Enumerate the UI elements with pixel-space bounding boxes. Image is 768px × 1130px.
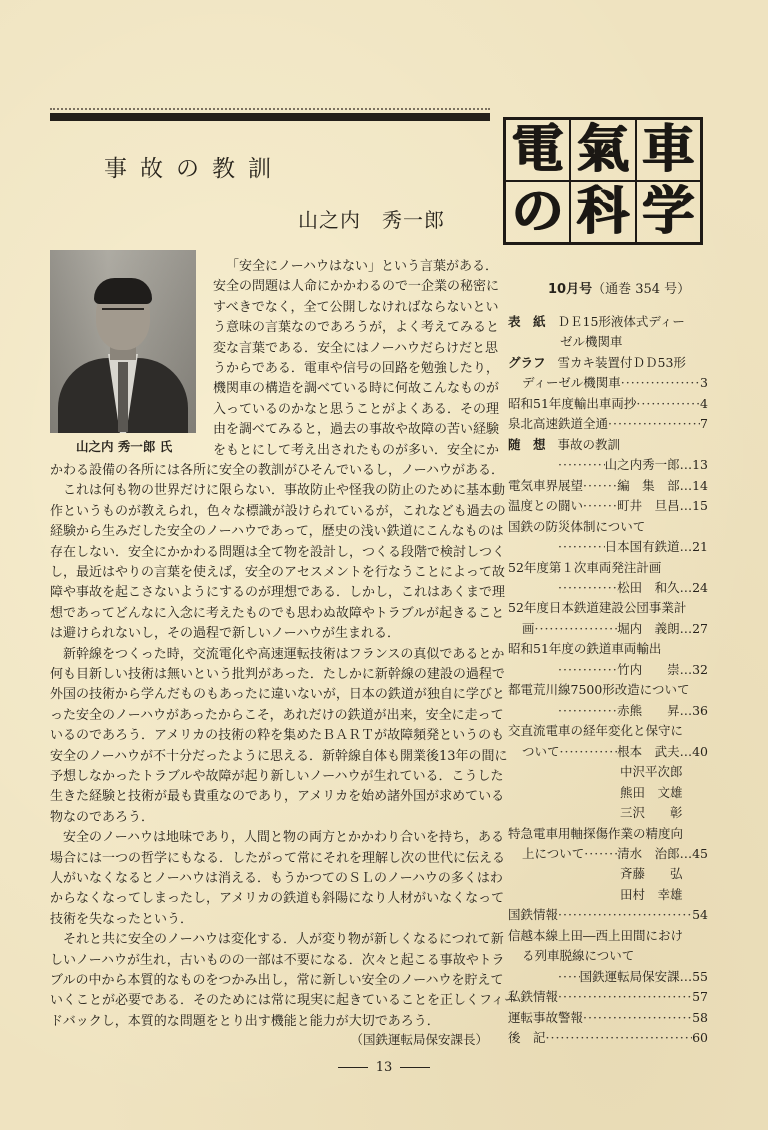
toc-page: 7 (700, 416, 708, 432)
body-line: からなくなってしまったし，アメリカの鉄道も斜陽になり人材がいなくなって (50, 891, 505, 907)
body-line: った安全のノーハウがあったからこそ，あれだけの鉄道が出来，安全に走って (50, 707, 504, 723)
author-affiliation: （国鉄運転局保安課長） (350, 1032, 488, 1047)
toc-page: 55 (692, 968, 708, 984)
toc-title: 画 (522, 620, 535, 636)
body-line: すべきでなく，全て公開しなければならないとい (213, 299, 499, 315)
dot-leader: … (679, 661, 693, 677)
photo-caption: 山之内 秀一郎 氏 (76, 439, 173, 454)
toc-page: 57 (692, 989, 708, 1005)
toc-entry (508, 926, 708, 946)
body-line: 由を調べてみると，過去の事故や故障の苦い経験 (213, 422, 500, 438)
dot-leader (558, 537, 605, 557)
toc-entry (508, 414, 708, 434)
toc-category: グラフ (508, 354, 546, 370)
body-line: 想であってどんなに入念に考えたものでも思わぬ故障やトラブルが起きること (50, 605, 505, 621)
body-line: ブルの中から本質的なものをつかみ出し，常に新しい安全のノーハウを貯えて (50, 973, 504, 988)
body-line: 安全の問題は人命にかかわるので一企業の秘密に (213, 279, 500, 295)
dot-leader: … (679, 743, 693, 759)
body-line: 場合には一つの哲学にもなる．したがって常にそれを理解し次の世代に伝える (50, 850, 506, 866)
body-line: ドバックし，本質的な問題をとり出す機能と能力が大切であろう． (50, 1013, 440, 1029)
toc-title: 後 記 (508, 1030, 546, 1046)
toc-entry (508, 537, 708, 557)
issue-volume: （通巻 354 号） (592, 282, 691, 297)
dot-leader (621, 373, 700, 393)
toc-author: 根本 武夫 (617, 743, 680, 759)
issue-month: 10月号 (548, 282, 593, 297)
dot-leader: … (679, 539, 693, 555)
dot-leader (583, 476, 617, 496)
body-line: 人がいなくなるとノーハウは消える．もうかつてのＳＬのノーハウの多くはわ (50, 871, 503, 886)
toc-author: 清水 治郎 (617, 845, 680, 861)
dot-leader (583, 1008, 692, 1028)
dot-leader: … (679, 477, 693, 493)
toc-entry (508, 864, 708, 884)
dot-leader (558, 905, 692, 925)
logo-char: 車 (636, 119, 701, 181)
toc-entry (508, 578, 708, 598)
toc-title: 信越本線上田―西上田間におけ (508, 927, 684, 943)
toc-entry (508, 312, 708, 332)
dot-leader: … (679, 702, 693, 718)
toc-page: 32 (692, 661, 708, 677)
toc-coauthor: 中沢平次郎 (620, 764, 683, 780)
toc-entry (508, 476, 708, 496)
toc-title: ディーゼル機関車 (522, 375, 621, 391)
toc-author: 赤熊 昇 (617, 702, 680, 718)
body-line: 存在しない．安全にかかわる問題は全て物を設計し，つくる段階で検討しつく (50, 544, 506, 560)
body-line: いくことが必要である．そのためには常に現実に起きていることを正しくフィー (50, 993, 517, 1009)
toc-title: 国鉄情報 (508, 907, 559, 923)
body-line: これは何も物の世界だけに限らない．事故防止や怪我の防止のために基本動 (63, 483, 506, 499)
toc-entry (508, 987, 708, 1007)
toc-coauthor: 田村 幸雄 (620, 886, 683, 902)
toc-entry (508, 598, 708, 618)
toc-page: 54 (692, 907, 708, 923)
toc-category: 随 想 (508, 436, 546, 452)
body-line: いるのであろう．アメリカの技術の粋を集めたＢＡＲＴが故障頻発というのも (50, 728, 505, 744)
magazine-logo (503, 117, 703, 245)
dot-leader (558, 967, 580, 987)
toc-page: 58 (692, 1009, 708, 1025)
dot-leader: … (679, 968, 693, 984)
dot-leader: … (679, 457, 693, 473)
toc-author: 日本国有鉄道 (604, 539, 680, 555)
dot-leader (583, 496, 617, 516)
body-line: 機関車の構造を調べている時に何故こんなものが (213, 381, 500, 397)
toc-page: 3 (700, 375, 708, 391)
toc-title: る列車脱線について (522, 948, 635, 964)
toc-entry (508, 619, 708, 639)
dot-leader (558, 701, 617, 721)
toc-entry (508, 844, 708, 864)
toc-entry (508, 332, 708, 352)
body-line: 経験から生みだした安全のノーハウであって，歴史の浅い鉄道にこんなものは (50, 524, 504, 540)
body-line: 変な言葉である．安全にはノーハウだらけだと思 (213, 340, 498, 356)
logo-char: 科 (570, 181, 635, 243)
logo-char: の (505, 181, 570, 243)
toc-author: 松田 和久 (617, 579, 680, 595)
toc-entry (508, 1028, 708, 1048)
body-line: 生きた経験と技術が最も貴重なのであり，アメリカを始め諸外国が求めている (50, 789, 505, 805)
toc-title: 私鉄情報 (508, 989, 559, 1005)
toc-entry (508, 905, 708, 925)
body-line: 何も目新しい技術は無いという批判があった．たしかに新幹線の建設の過程で (50, 667, 505, 682)
body-line: 安全のノーハウが不十分だったように思える．新幹線自体も開業後13年の間に (50, 748, 508, 764)
header-rule (50, 113, 490, 121)
dot-leader (608, 414, 700, 434)
dot-leader: … (679, 498, 693, 514)
toc-title: 国鉄の防災体制について (508, 518, 646, 534)
toc-entry (508, 558, 708, 578)
page-number (0, 1060, 768, 1075)
toc-entry (508, 373, 708, 393)
body-line: 外国の技術から学んだものもあったに違いないが，日本の鉄道が独自に学びと (50, 687, 505, 703)
body-line: 入っているのかなと思うことがよくある．その理 (213, 401, 500, 417)
toc-category: 表 紙 (508, 314, 546, 329)
toc-title: 昭和51年度輸出車両抄 (508, 395, 637, 411)
toc-entry (508, 1008, 708, 1028)
body-line: かわる設備の各所には各所に安全の教訓がひそんでいるし，ノーハウがある． (50, 463, 504, 478)
toc-page: 27 (692, 620, 708, 636)
toc-entry (508, 967, 708, 987)
toc-entry (508, 680, 708, 700)
toc-entry (508, 783, 708, 803)
toc-author: 国鉄運転局保安課 (579, 968, 680, 984)
toc-page: 13 (692, 457, 708, 473)
toc-page: 14 (692, 477, 708, 493)
dot-leader (558, 578, 617, 598)
toc-entry (508, 762, 708, 782)
toc-entry (508, 496, 708, 516)
body-line: 障や事故を起こさないようにするのが理想である．しかし，これはあくまで理 (50, 585, 506, 601)
toc-page: 45 (692, 845, 708, 861)
toc-title: 上について (522, 845, 585, 861)
toc-title: ゼル機関車 (560, 334, 623, 350)
toc-title: 特急電車用軸探傷作業の精度向 (508, 825, 684, 841)
dot-leader: … (679, 845, 693, 861)
toc-title: ＤＥ15形液体式ディー (557, 314, 685, 329)
toc-page: 15 (692, 498, 708, 514)
body-line: 安全のノーハウは地味であり，人間と物の両方とかかわり合いを持ち，ある (63, 830, 504, 846)
toc-title: 事故の教訓 (557, 436, 621, 452)
toc-entry (508, 394, 708, 414)
dot-leader (558, 455, 605, 475)
toc-entry (508, 517, 708, 537)
toc-coauthor: 斉藤 弘 (620, 866, 683, 882)
issue-label (548, 278, 690, 297)
dot-leader (558, 987, 692, 1007)
toc-entry (508, 455, 708, 475)
logo-char: 氣 (570, 119, 635, 181)
toc-entry (508, 824, 708, 844)
toc-entry (508, 742, 708, 762)
toc-title: 交直流電車の経年変化と保守に (508, 723, 684, 739)
toc-title: 52年度日本鉄道建設公団事業計 (508, 600, 687, 616)
toc-title: 泉北高速鉄道全通 (508, 416, 609, 432)
body-line: 物なのであろう． (50, 809, 155, 825)
toc-entry (508, 885, 708, 905)
toc-author: 堀内 義朗 (617, 620, 680, 636)
dot-leader (636, 394, 700, 414)
body-line: 新幹線をつくった時，交流電化や高速運転技術はフランスの真似であるとか (63, 646, 505, 662)
dot-leader: … (679, 620, 693, 636)
toc-entry (508, 660, 708, 680)
body-line: し，最近はやりの言葉を使えば，安全のアセスメントを行なうことによって故 (50, 565, 505, 580)
body-line: 作というものが教えられ，色々な標識が設けられているが，これなども過去の (50, 503, 506, 519)
body-line: う意味の言葉なのであろうが，よく考えてみると (213, 320, 500, 336)
dot-leader (560, 742, 618, 762)
toc-coauthor: 三沢 彰 (620, 805, 683, 821)
logo-char: 学 (636, 181, 701, 243)
toc-author: 町井 旦昌 (617, 498, 680, 514)
toc-title: 雪カキ装置付ＤＤ53形 (557, 354, 686, 370)
body-line: 技術を失なったという． (50, 911, 194, 927)
article-title: 事故の教訓 (104, 156, 284, 182)
toc-author: 竹内 崇 (617, 661, 680, 677)
toc-entry (508, 353, 708, 373)
body-line: それと共に安全のノーハウは変化する．人が変り物が新しくなるにつれて新 (63, 932, 504, 948)
toc-title: 昭和51年度の鉄道車両輸出 (508, 641, 662, 657)
toc-page: 24 (692, 579, 708, 595)
toc-page: 36 (692, 702, 708, 718)
toc-entry (508, 435, 708, 455)
toc-entry (508, 701, 708, 721)
body-line: 「安全にノーハウはない」という言葉がある． (226, 259, 498, 274)
logo-char: 電 (505, 119, 570, 181)
dot-leader (546, 1028, 693, 1048)
toc-title: 都電荒川線7500形改造について (508, 682, 690, 698)
toc-page: 4 (700, 395, 708, 411)
author-photo (50, 250, 196, 433)
header-dotted-rule (50, 108, 490, 112)
toc-entry (508, 946, 708, 966)
toc-author: 編 集 部 (617, 477, 680, 493)
page-number-value: 13 (375, 1060, 393, 1075)
toc-title: 電気車界展望 (508, 477, 584, 493)
dot-leader (584, 844, 617, 864)
body-line: しいノーハウが生れ，古いものの一部は不要になる．次々と起こる事故やトラ (50, 952, 505, 968)
toc-title: 運転事故警報 (508, 1009, 584, 1025)
dot-leader (558, 660, 617, 680)
toc-page: 40 (692, 743, 708, 759)
toc-title: 温度との闘い (508, 498, 584, 514)
toc-coauthor: 熊田 文雄 (620, 784, 683, 800)
toc-title: ついて (522, 743, 560, 759)
dot-leader: … (679, 579, 693, 595)
body-line: をもとにして考え出されたものが多い．安全にか (213, 442, 500, 458)
toc-entry (508, 721, 708, 741)
toc-title: 52年度第１次車両発注計画 (508, 559, 662, 575)
toc-entry (508, 639, 708, 659)
toc-entry (508, 803, 708, 823)
body-line: うからである．電車や信号の回路を勉強したり， (213, 361, 499, 376)
dot-leader (535, 619, 618, 639)
toc-page: 21 (692, 539, 708, 555)
toc-page: 60 (692, 1030, 708, 1046)
article-author: 山之内 秀一郎 (298, 208, 445, 232)
toc-author: 山之内秀一郎 (604, 457, 680, 473)
body-line: 予想しなかったトラブルや故障が起り新しいノーハウが生れている．こうした (50, 769, 504, 784)
body-line: は避けられないし，その過程で新しいノーハウが生まれる． (50, 626, 400, 642)
